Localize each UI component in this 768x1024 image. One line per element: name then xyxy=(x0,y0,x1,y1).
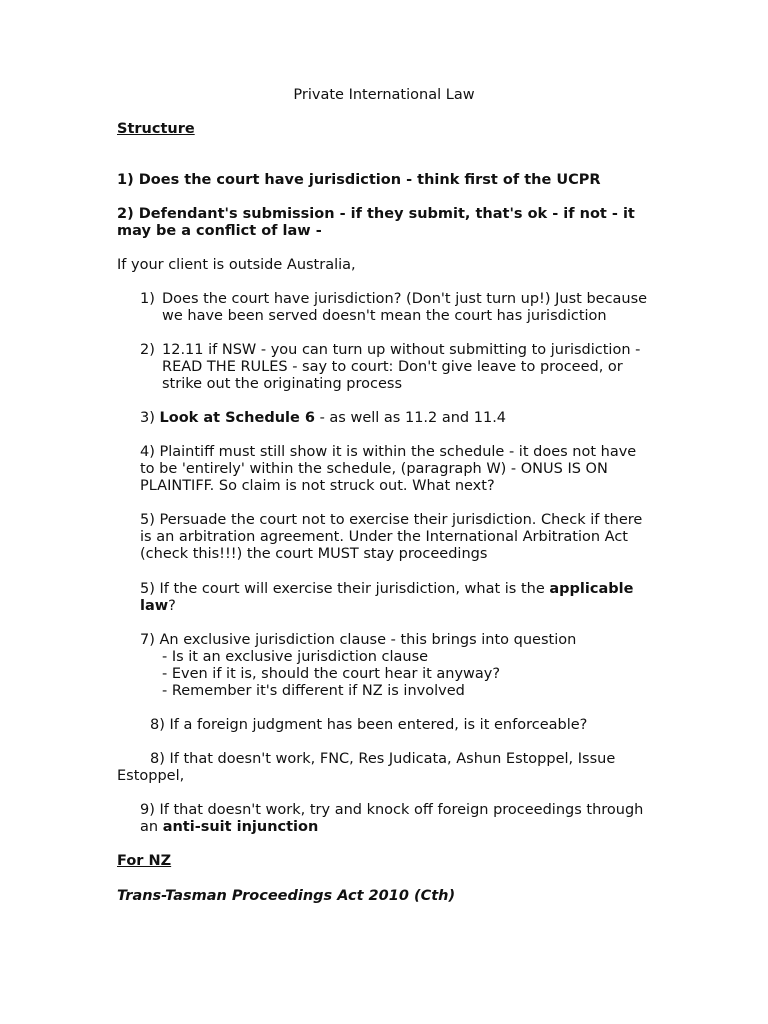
paragraph-3: 3) Look at Schedule 6 - as well as 11.2 and 11.4 xyxy=(140,410,507,426)
question-item: - Even if it is, should the court hear it anyway? xyxy=(162,666,501,682)
structure-heading: Structure xyxy=(117,121,195,137)
paragraph-7: 7) An exclusive jurisdiction clause - this brings into question xyxy=(140,632,577,648)
page-title: Private International Law xyxy=(293,87,475,103)
act-title: Trans-Tasman Proceedings Act 2010 (Cth) xyxy=(117,888,456,904)
question-item: - Remember it's different if NZ is involved xyxy=(162,683,465,699)
list-item-text: Does the court have jurisdiction? (Don't just turn up!) Just because we have been served doesn't mean the court has jurisdiction xyxy=(162,291,648,324)
list-item-text: 12.11 if NSW - you can turn up without submitting to jurisdiction - READ THE RULES - say to court: Don't give leave to proceed, or strike out the originating process xyxy=(162,342,641,392)
nz-heading: For NZ xyxy=(117,853,172,869)
point-2: 2) Defendant's submission - if they submit, that's ok - if not - it may be a conflict of law - xyxy=(117,206,635,239)
list-item-number: 1) xyxy=(140,291,155,307)
paragraph-9: 9) If that doesn't work, try and knock off foreign proceedings through an anti-suit injunction xyxy=(140,802,644,835)
paragraph-8a: 8) If a foreign judgment has been entered, is it enforceable? xyxy=(150,717,588,733)
paragraph-4: 4) Plaintiff must still show it is within the schedule - it does not have to be 'entirely' within the schedule, (paragraph W) - ONUS IS ON PLAINTIFF. So claim is not struck out. What next? xyxy=(140,444,637,494)
paragraph-8b: 8) If that doesn't work, FNC, Res Judicata, Ashun Estoppel, Issue Estoppel, xyxy=(117,751,616,784)
question-item: - Is it an exclusive jurisdiction clause xyxy=(162,649,429,665)
paragraph-5b: 5) If the court will exercise their jurisdiction, what is the applicable law? xyxy=(140,581,634,614)
list-item-number: 2) xyxy=(140,342,155,358)
client-intro: If your client is outside Australia, xyxy=(117,257,356,273)
point-1: 1) Does the court have jurisdiction - think first of the UCPR xyxy=(117,172,601,188)
paragraph-5a: 5) Persuade the court not to exercise their jurisdiction. Check if there is an arbitration agreement. Under the International Arbitration Act (check this!!!) the court MUST stay proceedings xyxy=(140,512,643,562)
